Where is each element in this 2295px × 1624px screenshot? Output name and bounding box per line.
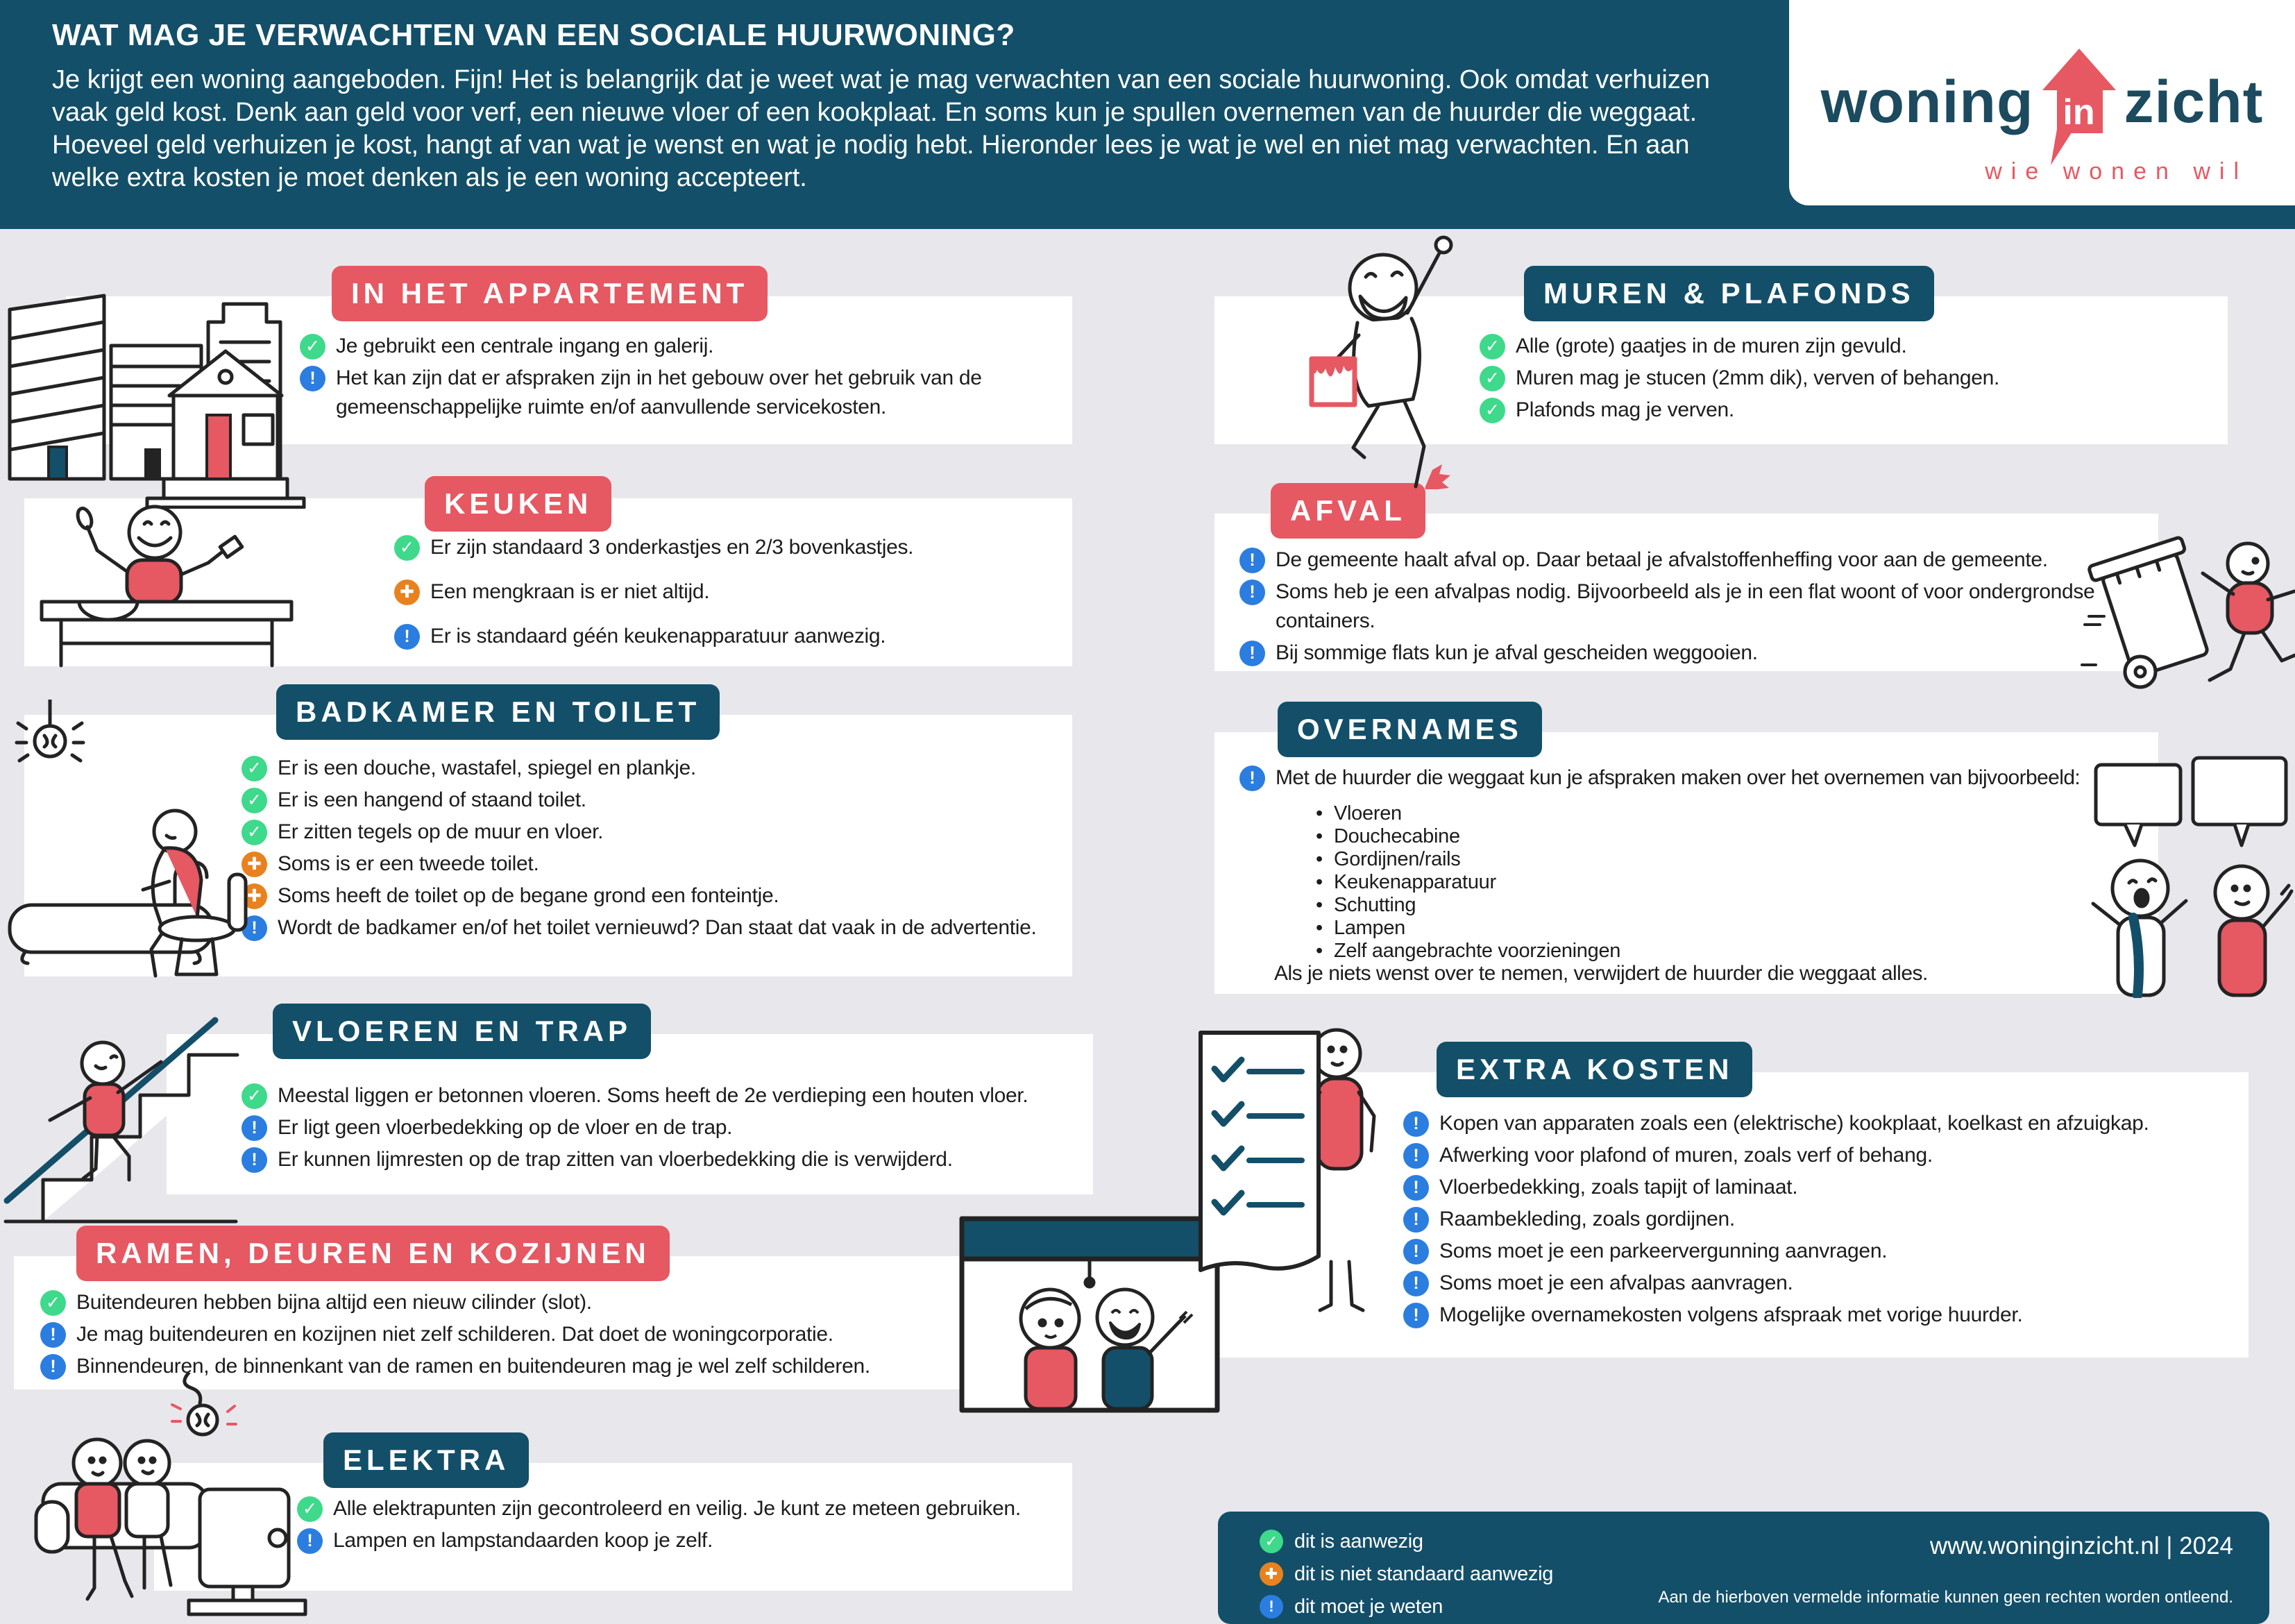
items-vloeren <box>242 1081 1085 1177</box>
item-text: Soms moet je een parkeervergunning aanvragen. <box>1439 1240 1888 1262</box>
couch-tv-illustration <box>28 1373 319 1623</box>
badge-muren: MUREN & PLAFONDS <box>1524 266 1934 321</box>
list-item <box>1403 1141 2243 1170</box>
info-icon: ! <box>1403 1175 1429 1201</box>
check-icon: ✓ <box>1260 1530 1283 1553</box>
info-icon: ! <box>300 366 325 391</box>
list-item <box>1239 577 2135 636</box>
item-text: Vloerbedekking, zoals tapijt of laminaat. <box>1439 1176 1798 1199</box>
info-icon: ! <box>242 1115 267 1141</box>
item-text: Bij sommige flats kun je afval gescheiden weggooien. <box>1276 641 1758 664</box>
list-item <box>297 1494 1060 1523</box>
list-item <box>1403 1269 2243 1298</box>
info-icon: ! <box>297 1528 323 1554</box>
legend-text: dit is aanwezig <box>1294 1530 1423 1553</box>
list-item <box>297 1526 1060 1555</box>
legend-item <box>1260 1595 1553 1618</box>
item-text: Er is standaard géén keukenapparatuur aanwezig. <box>430 625 886 648</box>
list-item <box>300 332 1070 361</box>
logo-word-in: in <box>2063 92 2095 133</box>
info-icon: ! <box>242 1147 267 1173</box>
item-text: Er kunnen lijmresten op de trap zitten van vloerbedekking die is verwijderd. <box>278 1148 953 1171</box>
badge-afval: AFVAL <box>1271 483 1425 539</box>
info-icon: ! <box>1239 766 1265 791</box>
check-icon: ✓ <box>242 788 267 813</box>
footer-site: www.woninginzicht.nl | 2024 <box>1929 1532 2233 1559</box>
painter-illustration <box>1276 231 1508 489</box>
badge-extrakosten: EXTRA KOSTEN <box>1437 1042 1752 1097</box>
list-item <box>242 1081 1085 1110</box>
talking-people-illustration <box>2076 755 2295 998</box>
bullet-item: • Schutting <box>1310 894 1935 917</box>
plus-icon: ✚ <box>1260 1562 1283 1586</box>
item-text: Een mengkraan is er niet altijd. <box>430 580 710 603</box>
legend <box>1260 1530 1553 1618</box>
cook-illustration <box>19 496 314 668</box>
list-item <box>242 913 1050 942</box>
items-muren <box>1480 332 2243 428</box>
items-appartement <box>300 332 1070 425</box>
items-keuken <box>394 533 1053 666</box>
bullet-item: • Lampen <box>1310 917 1935 940</box>
check-icon: ✓ <box>300 334 325 360</box>
stairs-illustration <box>0 994 239 1226</box>
info-icon: ! <box>1403 1111 1429 1137</box>
badge-elektra: ELEKTRA <box>323 1432 529 1488</box>
overnames-bullets <box>1310 802 1935 963</box>
buildings-illustration <box>0 276 309 509</box>
item-text: Soms heb je een afvalpas nodig. Bijvoorbeeld als je in een flat woont of voor ondergrondse containers. <box>1276 580 2095 632</box>
footer <box>1218 1512 2269 1624</box>
item-text: De gemeente haalt afval op. Daar betaal je afvalstoffenheffing voor aan de gemeente. <box>1276 548 2048 571</box>
list-item <box>300 364 1070 422</box>
info-icon: ! <box>1403 1271 1429 1296</box>
info-icon: ! <box>1239 641 1265 666</box>
item-text: Je gebruikt een centrale ingang en galerij. <box>336 335 714 357</box>
item-text: Je mag buitendeuren en kozijnen niet zelf schilderen. Dat doet de woningcorporatie. <box>76 1323 833 1346</box>
items-afval <box>1239 545 2135 670</box>
list-item <box>394 533 1053 562</box>
info-icon: ! <box>242 915 267 941</box>
info-icon: ! <box>1403 1239 1429 1264</box>
list-item <box>1480 396 2243 425</box>
check-icon: ✓ <box>242 820 267 845</box>
item-text: Buitendeuren hebben bijna altijd een nieuw cilinder (slot). <box>76 1291 592 1314</box>
check-icon: ✓ <box>394 535 420 561</box>
item-text: Wordt de badkamer en/of het toilet vernieuwd? Dan staat dat vaak in de advertentie. <box>278 916 1037 939</box>
item-text: Raambekleding, zoals gordijnen. <box>1439 1208 1735 1230</box>
list-item <box>242 1145 1085 1174</box>
plus-icon: ✚ <box>242 852 267 877</box>
bullet-item: • Douchecabine <box>1310 825 1935 848</box>
item-text: Plafonds mag je verven. <box>1516 398 1734 421</box>
checklist-person-illustration <box>1171 1005 1383 1319</box>
badge-ramen: RAMEN, DEUREN EN KOZIJNEN <box>76 1226 670 1281</box>
badge-badkamer: BADKAMER EN TOILET <box>276 684 720 740</box>
check-icon: ✓ <box>40 1290 66 1316</box>
items-elektra <box>297 1494 1060 1558</box>
info-icon: ! <box>1403 1207 1429 1233</box>
badge-vloeren: VLOEREN EN TRAP <box>273 1004 651 1059</box>
check-icon: ✓ <box>1480 334 1505 360</box>
item-text: Alle (grote) gaatjes in de muren zijn gevuld. <box>1516 335 1907 357</box>
item-text: Meestal liggen er betonnen vloeren. Soms heeft de 2e verdieping een houten vloer. <box>278 1084 1028 1107</box>
badge-overnames: OVERNAMES <box>1278 702 1542 757</box>
list-item <box>394 577 1053 607</box>
list-item <box>1239 545 2135 575</box>
list-item <box>242 818 1050 847</box>
item-text: Er ligt geen vloerbedekking op de vloer en de trap. <box>278 1116 733 1139</box>
info-icon: ! <box>1260 1595 1283 1618</box>
list-item <box>242 786 1050 815</box>
info-icon: ! <box>1403 1143 1429 1169</box>
info-icon: ! <box>40 1322 66 1348</box>
bullet-item: • Gordijnen/rails <box>1310 848 1935 871</box>
item-text: Er is een hangend of staand toilet. <box>278 788 586 811</box>
list-item <box>1403 1301 2243 1330</box>
item-text: Soms heeft de toilet op de begane grond een fonteintje. <box>278 884 779 907</box>
bullet-item: • Keukenapparatuur <box>1310 871 1935 894</box>
legend-item <box>1260 1562 1553 1586</box>
item-text: Soms is er een tweede toilet. <box>278 852 539 875</box>
check-icon: ✓ <box>1480 398 1505 423</box>
item-text: Alle elektrapunten zijn gecontroleerd en veilig. Je kunt ze meteen gebruiken. <box>333 1497 1021 1520</box>
info-icon: ! <box>1403 1303 1429 1328</box>
list-item <box>40 1288 1040 1317</box>
items-badkamer <box>242 754 1050 945</box>
bathroom-illustration <box>0 700 253 981</box>
list-item <box>1403 1237 2243 1266</box>
item-text: Met de huurder die weggaat kun je afspraken maken over het overnemen van bijvoorbeeld: <box>1276 766 2081 789</box>
check-icon: ✓ <box>242 1083 267 1109</box>
info-icon: ! <box>1239 548 1265 573</box>
list-item <box>242 849 1050 879</box>
trash-bin-illustration <box>2076 533 2295 691</box>
list-item <box>1239 638 2135 668</box>
page-title: WAT MAG JE VERWACHTEN VAN EEN SOCIALE HUURWONING? <box>52 18 1015 52</box>
plus-icon: ✚ <box>242 883 267 909</box>
check-icon: ✓ <box>297 1496 323 1522</box>
item-text: Soms moet je een afvalpas aanvragen. <box>1439 1271 1793 1294</box>
badge-keuken: KEUKEN <box>425 476 611 532</box>
item-text: Het kan zijn dat er afspraken zijn in het gebouw over het gebruik van de gemeenschappelijke ruimte en/of aanvullende servicekosten. <box>336 366 982 418</box>
logo <box>1789 40 2295 164</box>
list-item <box>242 754 1050 783</box>
overnames-note: Als je niets wenst over te nemen, verwijdert de huurder die weggaat alles. <box>1274 962 1928 985</box>
logo-word-zicht: zicht <box>2124 68 2264 135</box>
bullet-item: • Vloeren <box>1310 802 1935 825</box>
page-intro: Je krijgt een woning aangeboden. Fijn! Het is belangrijk dat je weet wat je mag verwachten van een sociale huurwoning. Ook omdat verhuizen vaak geld kost. Denk aan geld voor verf, een nieuwe vloer of een kookplaat. En soms kun je spullen overnemen van de huurder die weggaat. Hoeveel geld verhuizen je kost, hangt af van wat je wenst en wat je nodig hebt. Hieronder lees je wat je wel en niet mag verwachten. En aan welke extra kosten je moet denken als je een woning accepteert. <box>52 65 1711 192</box>
check-icon: ✓ <box>1480 366 1505 391</box>
list-item <box>1403 1173 2243 1202</box>
legend-item <box>1260 1530 1553 1553</box>
item-text: Er zijn standaard 3 onderkastjes en 2/3 bovenkastjes. <box>430 536 914 559</box>
info-icon: ! <box>394 624 420 650</box>
plus-icon: ✚ <box>394 580 420 605</box>
items-ramen <box>40 1288 1040 1384</box>
logo-panel <box>1789 0 2295 205</box>
list-item <box>1403 1109 2243 1138</box>
list-item <box>242 881 1050 911</box>
item-text: Er zitten tegels op de muur en vloer. <box>278 820 604 843</box>
list-item <box>1239 763 2142 793</box>
item-text: Lampen en lampstandaarden koop je zelf. <box>333 1529 713 1552</box>
item-text: Afwerking voor plafond of muren, zoals verf of behang. <box>1439 1144 1933 1167</box>
item-text: Muren mag je stucen (2mm dik), verven of behangen. <box>1516 366 2000 389</box>
list-item <box>1480 364 2243 393</box>
list-item <box>394 622 1053 651</box>
item-text: Kopen van apparaten zoals een (elektrische) kookplaat, koelkast en afzuigkap. <box>1439 1112 2149 1135</box>
legend-text: dit is niet standaard aanwezig <box>1294 1563 1554 1585</box>
list-item <box>242 1113 1085 1142</box>
check-icon: ✓ <box>242 756 267 781</box>
legend-text: dit moet je weten <box>1294 1596 1443 1618</box>
footer-disclaimer: Aan de hierboven vermelde informatie kunnen geen rechten worden ontleend. <box>1658 1588 2233 1607</box>
item-text: Mogelijke overnamekosten volgens afspraak met vorige huurder. <box>1439 1303 2023 1326</box>
bullet-item: • Zelf aangebrachte voorzieningen <box>1310 940 1935 963</box>
logo-tagline: wie wonen wil <box>1985 158 2248 185</box>
logo-word-woning: woning <box>1820 68 2034 135</box>
info-icon: ! <box>1239 580 1265 605</box>
info-icon: ! <box>40 1354 66 1380</box>
list-item <box>40 1320 1040 1349</box>
list-item <box>1480 332 2243 361</box>
overnames-lead <box>1239 763 2142 795</box>
badge-appartement: IN HET APPARTEMENT <box>332 266 768 321</box>
list-item <box>1403 1205 2243 1234</box>
logo-house-icon <box>2038 46 2120 169</box>
item-text: Binnendeuren, de binnenkant van de ramen en buitendeuren mag je wel zelf schilderen. <box>76 1355 870 1378</box>
items-extrakosten <box>1403 1109 2243 1333</box>
item-text: Er is een douche, wastafel, spiegel en plankje. <box>278 756 696 779</box>
